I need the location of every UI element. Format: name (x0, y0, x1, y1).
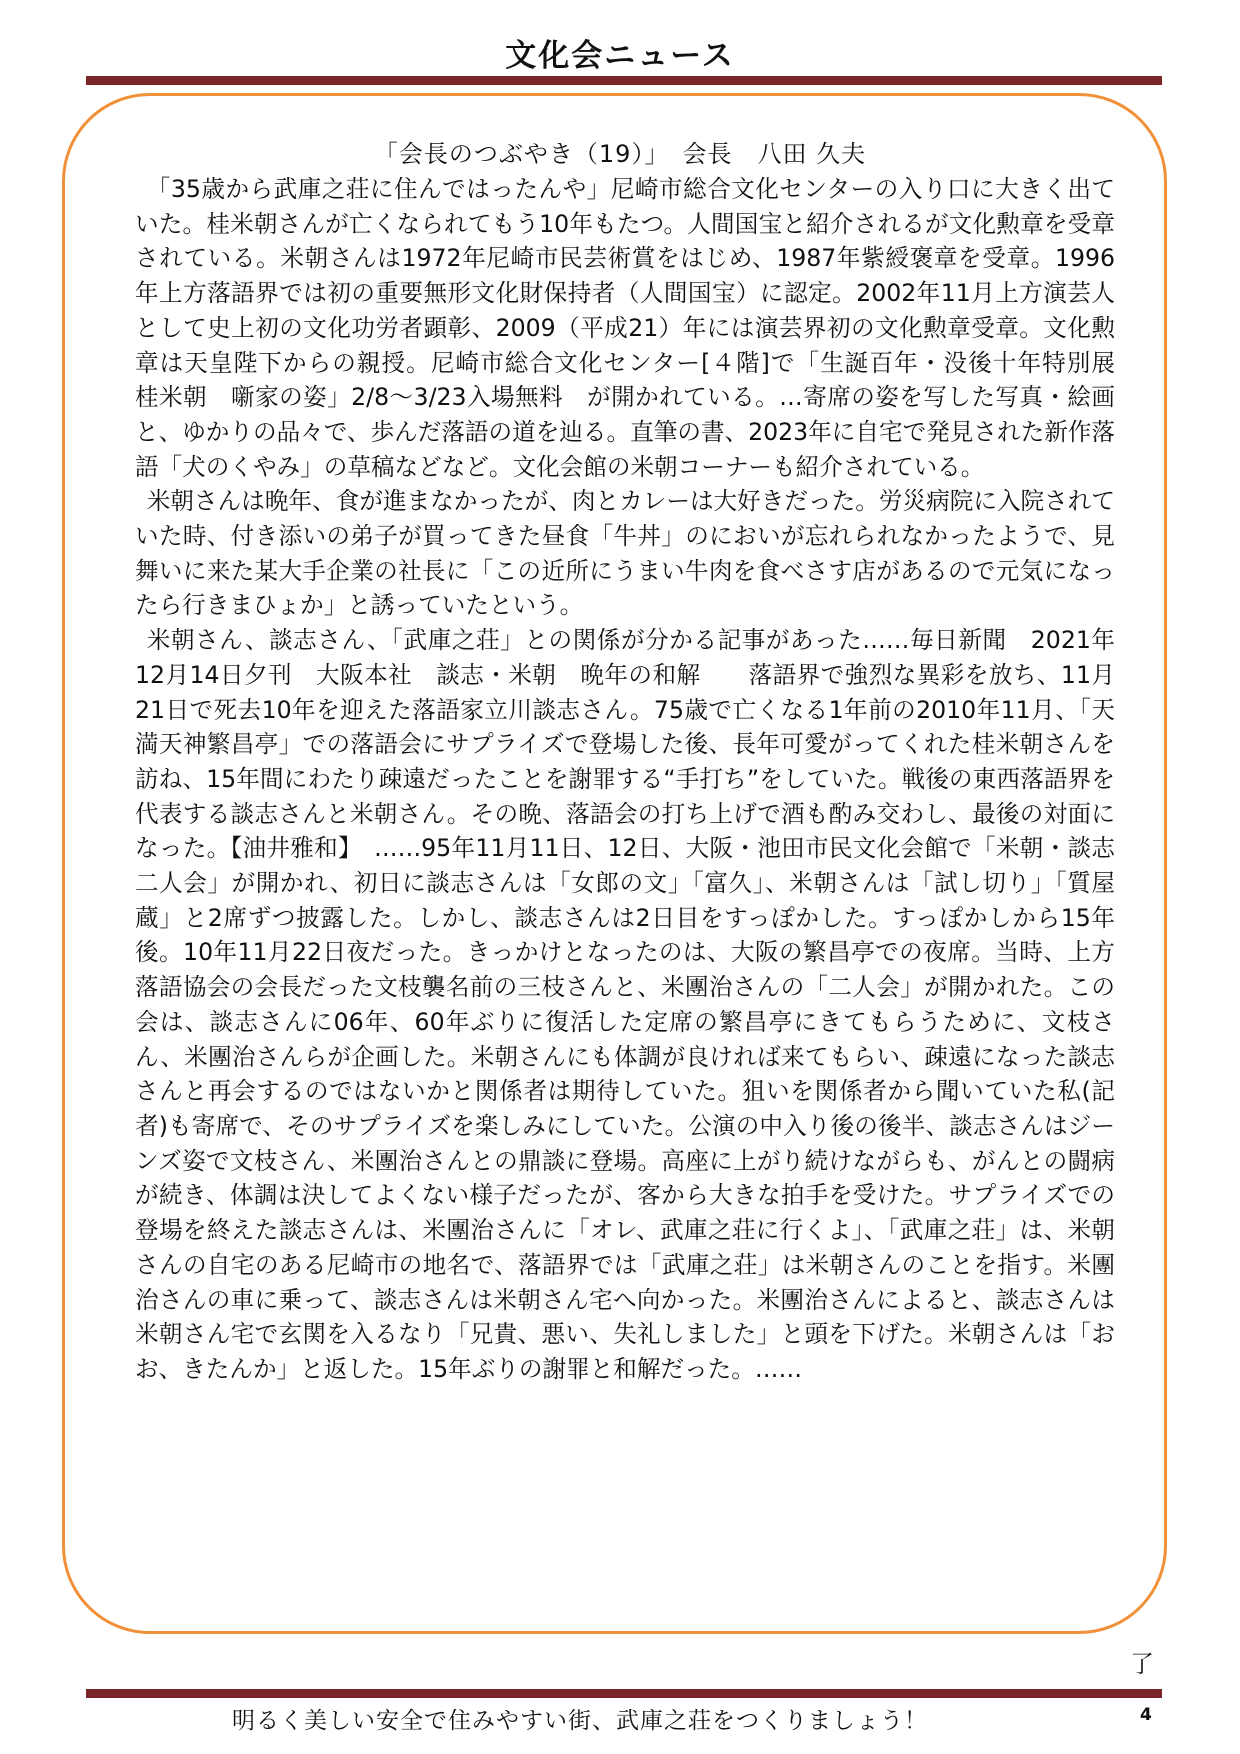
article-body (135, 172, 1139, 1387)
footer-slogan: 明るく美しい安全で住みやすい街、武庫之荘をつくりましょう！ (232, 1708, 928, 1734)
paragraph-3: 米朝さん、談志さん、「武庫之荘」との関係が分かる記事があった……毎日新聞 2021年12月14日夕刊 大阪本社 談志・米朝 晩年の和解 落語界で強烈な異彩を放ち、11月21日で死去10年を迎えた落語家立川談志さん。75歳で亡くなる1年前の2010年11月、「天満天神繁昌亭」での落語会にサプライズで登場した後、長年可愛がってくれた桂米朝さんを訪ね、15年間にわたり疎遠だったことを謝罪する“手打ち”をしていた。戦後の東西落語界を代表する談志さんと米朝さん。その晩、落語会の打ち上げで酒も酌み交わし、最後の対面になった。【油井雅和】 ……95年11月11日、12日、大阪・池田市民文化会館で「米朝・談志二人会」が開かれ、初日に談志さんは「女郎の文」「富久」、米朝さんは「試し切り」「質屋蔵」と2席ずつ披露した。しかし、談志さんは2日目をすっぽかした。すっぽかしから15年後。10年11月22日夜だった。きっかけとなったのは、大阪の繁昌亭での夜席。当時、上方落語協会の会長だった文枝襲名前の三枝さんと、米團治さんの「二人会」が開かれた。この会は、談志さんに06年、60年ぶりに復活した定席の繁昌亭にきてもらうために、文枝さん、米團治さんらが企画した。米朝さんにも体調が良ければ来てもらい、疎遠になった談志さんと再会するのではないかと関係者は期待していた。狙いを関係者から聞いていた私(記者)も寄席で、そのサプライズを楽しみにしていた。公演の中入り後の後半、談志さんはジーンズ姿で文枝さん、米團治さんとの鼎談に登場。高座に上がり続けながらも、がんとの闘病が続き、体調は決してよくない様子だったが、客から大きな拍手を受けた。サプライズでの登場を終えた談志さんは、米團治さんに「オレ、武庫之荘に行くよ」、「武庫之荘」は、米朝さんの自宅のある尼崎市の地名で、落語界では「武庫之荘」は米朝さんのことを指す。米團治さんの車に乗って、談志さんは米朝さん宅へ向かった。米團治さんによると、談志さんは米朝さん宅で玄関を入るなり「兄貴、悪い、失礼しました」と頭を下げた。米朝さんは「おお、きたんか」と返した。15年ぶりの謝罪と和解だった。…… (135, 626, 1115, 1383)
paragraph-2: 米朝さんは晩年、食が進まなかったが、肉とカレーは大好きだった。労災病院に入院されていた時、付き添いの弟子が買ってきた昼食「牛丼」のにおいが忘れられなかったようで、見舞いに来た某大手企業の社長に「この近所にうまい牛肉を食べさす店があるので元気になったら行きまひょか」と誘っていたという。 (135, 487, 1115, 620)
header-divider (86, 76, 1162, 85)
page-number: 4 (1140, 1705, 1152, 1725)
footer-divider (86, 1689, 1162, 1698)
paragraph-1: 「35歳から武庫之荘に住んではったんや」尼崎市総合文化センターの入り口に大きく出ていた。桂米朝さんが亡くなられてもう10年もたつ。人間国宝と紹介されるが文化勲章を受章されている。米朝さんは1972年尼崎市民芸術賞をはじめ、1987年紫綬褒章を受章。1996年上方落語界では初の重要無形文化財保持者（人間国宝）に認定。2002年11月上方演芸人として史上初の文化功労者顕彰、2009（平成21）年には演芸界初の文化勲章受章。文化勲章は天皇陛下からの親授。尼崎市総合文化センター[４階]で「生誕百年・没後十年特別展 桂米朝 噺家の姿」2/8～3/23入場無料 が開かれている。…寄席の姿を写した写真・絵画と、ゆかりの品々で、歩んだ落語の道を辿る。直筆の書、2023年に自宅で発見された新作落語「犬のくやみ」の草稿などなど。文化会館の米朝コーナーも紹介されている。 (135, 175, 1139, 481)
end-mark: 了 (1130, 1650, 1154, 1678)
newsletter-title: 文化会ニュース (505, 38, 735, 74)
article-title: 「会長のつぶやき（19）」 会長 八田 久夫 (373, 140, 867, 168)
